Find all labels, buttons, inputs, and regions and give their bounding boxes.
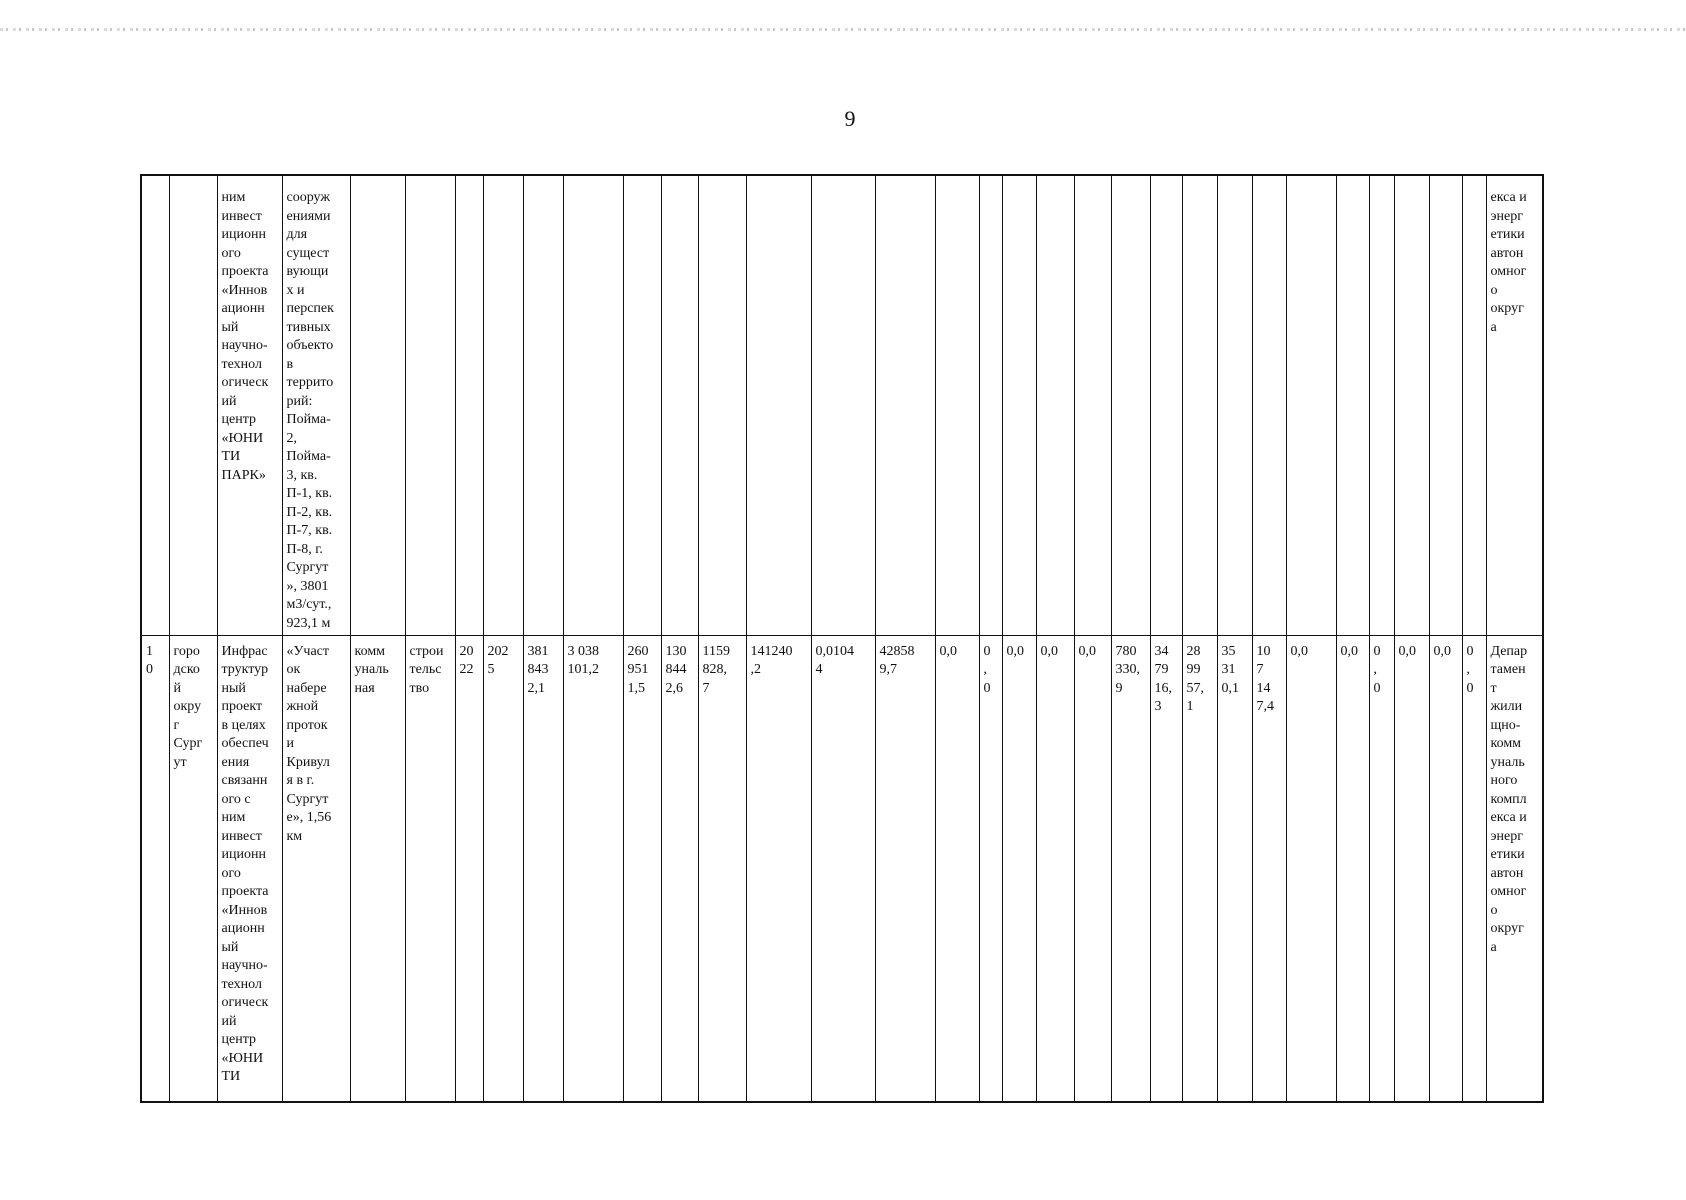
cell-r1-c27 (1286, 175, 1336, 635)
cell-r1-c1 (141, 175, 169, 635)
cell-r1-c20 (1036, 175, 1074, 635)
cell-value-21: 0,0 (1074, 635, 1111, 1102)
cell-value-10: 3 038 101,2 (563, 635, 623, 1102)
cell-r1-c9 (523, 175, 563, 635)
cell-r1-c14 (746, 175, 811, 635)
cell-value-25: 35 31 0,1 (1217, 635, 1252, 1102)
cell-r1-project-name: ним инвест иционн ого проекта «Иннов ационн ый научно- технол огическ ий центр «ЮНИ ТИ ПАРК» (217, 175, 282, 635)
cell-value-24: 28 99 57, 1 (1182, 635, 1217, 1102)
cell-value-27: 0,0 (1286, 635, 1336, 1102)
cell-row-number: 1 0 (141, 635, 169, 1102)
cell-value-26: 10 7 14 7,4 (1252, 635, 1286, 1102)
cell-r1-c26 (1252, 175, 1286, 635)
cell-r1-c8 (483, 175, 523, 635)
cell-sector: комм уналь ная (350, 635, 405, 1102)
cell-project-name: Инфрас труктур ный проект в целях обеспеч ения связанн ого с ним инвест иционн ого проекта «Иннов ационн ый научно- технол огическ ий центр «ЮНИ ТИ (217, 635, 282, 1102)
cell-r1-c12 (661, 175, 698, 635)
cell-r1-responsible: екса и энерг етики автон омног о округ а (1486, 175, 1543, 635)
data-table (140, 174, 1544, 1103)
cell-r1-c28 (1336, 175, 1369, 635)
cell-value-17: 0,0 (935, 635, 979, 1102)
cell-value-23: 34 79 16, 3 (1150, 635, 1182, 1102)
cell-value-30b: 0,0 (1429, 635, 1462, 1102)
cell-value-22: 780 330, 9 (1111, 635, 1150, 1102)
scan-edge-artifact (0, 28, 1686, 31)
cell-r1-c10 (563, 175, 623, 635)
cell-r1-c30c (1462, 175, 1486, 635)
cell-value-28: 0,0 (1336, 635, 1369, 1102)
cell-r1-c2 (169, 175, 217, 635)
cell-responsible: Депар тамен т жили щно- комм уналь ного компл екса и энерг етики автон омног о округ а (1486, 635, 1543, 1102)
cell-value-30a: 0,0 (1394, 635, 1429, 1102)
table-row-10 (141, 635, 1543, 1102)
cell-work-type: строи тельс тво (405, 635, 455, 1102)
table-row-continued (141, 175, 1543, 635)
cell-r1-c13 (698, 175, 746, 635)
cell-r1-c30a (1394, 175, 1429, 635)
cell-r1-c19 (1002, 175, 1036, 635)
cell-start-year: 20 22 (455, 635, 483, 1102)
cell-value-9: 381 843 2,1 (523, 635, 563, 1102)
cell-value-15: 0,0104 4 (811, 635, 875, 1102)
cell-value-11: 260 951 1,5 (623, 635, 661, 1102)
cell-r1-c23 (1150, 175, 1182, 635)
cell-r1-c29 (1369, 175, 1394, 635)
cell-value-13: 1159 828, 7 (698, 635, 746, 1102)
cell-municipality: горо дско й окру г Сург ут (169, 635, 217, 1102)
cell-r1-c25 (1217, 175, 1252, 635)
cell-value-29: 0 , 0 (1369, 635, 1394, 1102)
cell-r1-c24 (1182, 175, 1217, 635)
cell-value-20: 0,0 (1036, 635, 1074, 1102)
cell-r1-c22 (1111, 175, 1150, 635)
cell-r1-c15 (811, 175, 875, 635)
cell-value-18: 0 , 0 (979, 635, 1002, 1102)
cell-value-19: 0,0 (1002, 635, 1036, 1102)
cell-value-30c: 0 , 0 (1462, 635, 1486, 1102)
cell-r1-c30b (1429, 175, 1462, 635)
cell-r1-c5 (350, 175, 405, 635)
cell-value-14: 141240 ,2 (746, 635, 811, 1102)
cell-r1-c21 (1074, 175, 1111, 635)
cell-r1-c17 (935, 175, 979, 635)
cell-r1-c18 (979, 175, 1002, 635)
cell-end-year: 202 5 (483, 635, 523, 1102)
page-number: 9 (844, 106, 856, 131)
cell-r1-c16 (875, 175, 935, 635)
cell-r1-c7 (455, 175, 483, 635)
cell-value-16: 42858 9,7 (875, 635, 935, 1102)
cell-r1-object-name: сооруж ениями для сущест вующи х и перспек тивных объекто в террито рий: Пойма- 2, Пойма- 3, кв. П-1, кв. П-2, кв. П-7, кв. П-8, г. Сургут », 3801 м3/сут., 923,1 м (282, 175, 350, 635)
cell-value-12: 130 844 2,6 (661, 635, 698, 1102)
cell-r1-c6 (405, 175, 455, 635)
cell-r1-c11 (623, 175, 661, 635)
cell-object-name: «Участ ок набере жной проток и Кривул я в г. Сургут е», 1,56 км (282, 635, 350, 1102)
